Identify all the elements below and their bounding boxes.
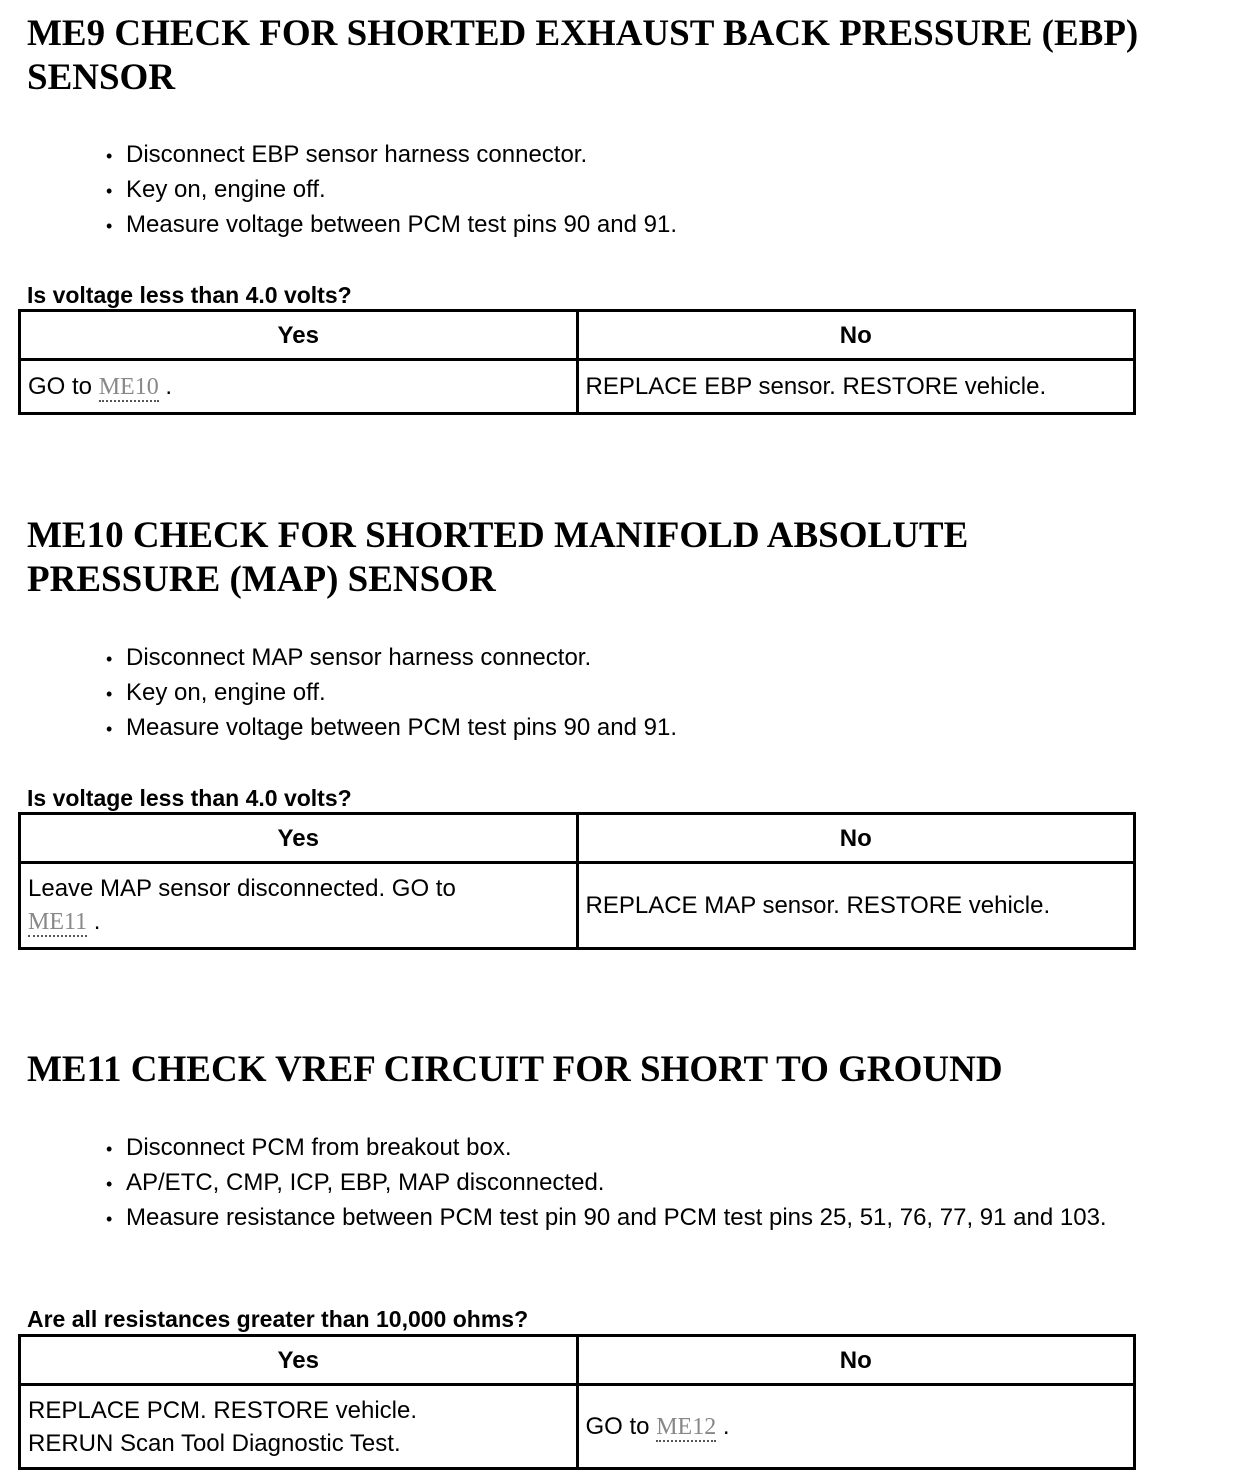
step-list	[106, 1131, 1216, 1236]
step-list	[106, 641, 1216, 746]
yes-cell: Leave MAP sensor disconnected. GO to ME11 .	[20, 863, 578, 949]
step: • Measure resistance between PCM test pin 90 and PCM test pins 25, 51, 76, 77, 91 and 103.	[106, 1201, 1216, 1236]
no-cell: GO to ME12 .	[577, 1385, 1135, 1469]
section-title: ME9 CHECK FOR SHORTED EXHAUST BACK PRESSURE (EBP) SENSOR	[27, 13, 1139, 98]
yes-cell: REPLACE PCM. RESTORE vehicle. RERUN Scan Tool Diagnostic Test.	[20, 1385, 578, 1469]
decision-table	[18, 812, 1136, 950]
step: • Key on, engine off.	[106, 173, 1216, 208]
no-cell: REPLACE MAP sensor. RESTORE vehicle.	[577, 863, 1135, 949]
yes-header: Yes	[20, 1336, 578, 1385]
decision-table	[18, 1334, 1136, 1470]
step-list	[106, 138, 1216, 243]
step: • Disconnect MAP sensor harness connector.	[106, 641, 1216, 676]
section-title: ME11 CHECK VREF CIRCUIT FOR SHORT TO GROUND	[27, 1049, 1003, 1090]
step: • Measure voltage between PCM test pins 90 and 91.	[106, 711, 1216, 746]
no-header: No	[577, 1336, 1135, 1385]
yes-cell: GO to ME10 .	[20, 360, 578, 414]
step: • AP/ETC, CMP, ICP, EBP, MAP disconnected.	[106, 1166, 1216, 1201]
step: • Measure voltage between PCM test pins 90 and 91.	[106, 208, 1216, 243]
section-title: ME10 CHECK FOR SHORTED MANIFOLD ABSOLUTE PRESSURE (MAP) SENSOR	[27, 515, 969, 600]
step: • Disconnect EBP sensor harness connector.	[106, 138, 1216, 173]
link-me10[interactable]: ME10	[98, 373, 159, 400]
question: Is voltage less than 4.0 volts?	[27, 282, 352, 308]
decision-table	[18, 309, 1136, 415]
link-me11[interactable]: ME11	[28, 909, 88, 935]
no-header: No	[577, 311, 1135, 360]
step: • Disconnect PCM from breakout box.	[106, 1131, 1216, 1166]
no-cell: REPLACE EBP sensor. RESTORE vehicle.	[577, 360, 1135, 414]
question: Are all resistances greater than 10,000 ohms?	[27, 1306, 529, 1332]
question: Is voltage less than 4.0 volts?	[27, 785, 352, 811]
yes-header: Yes	[20, 814, 578, 863]
yes-header: Yes	[20, 311, 578, 360]
link-me12[interactable]: ME12	[656, 1413, 717, 1440]
no-header: No	[577, 814, 1135, 863]
step: • Key on, engine off.	[106, 676, 1216, 711]
